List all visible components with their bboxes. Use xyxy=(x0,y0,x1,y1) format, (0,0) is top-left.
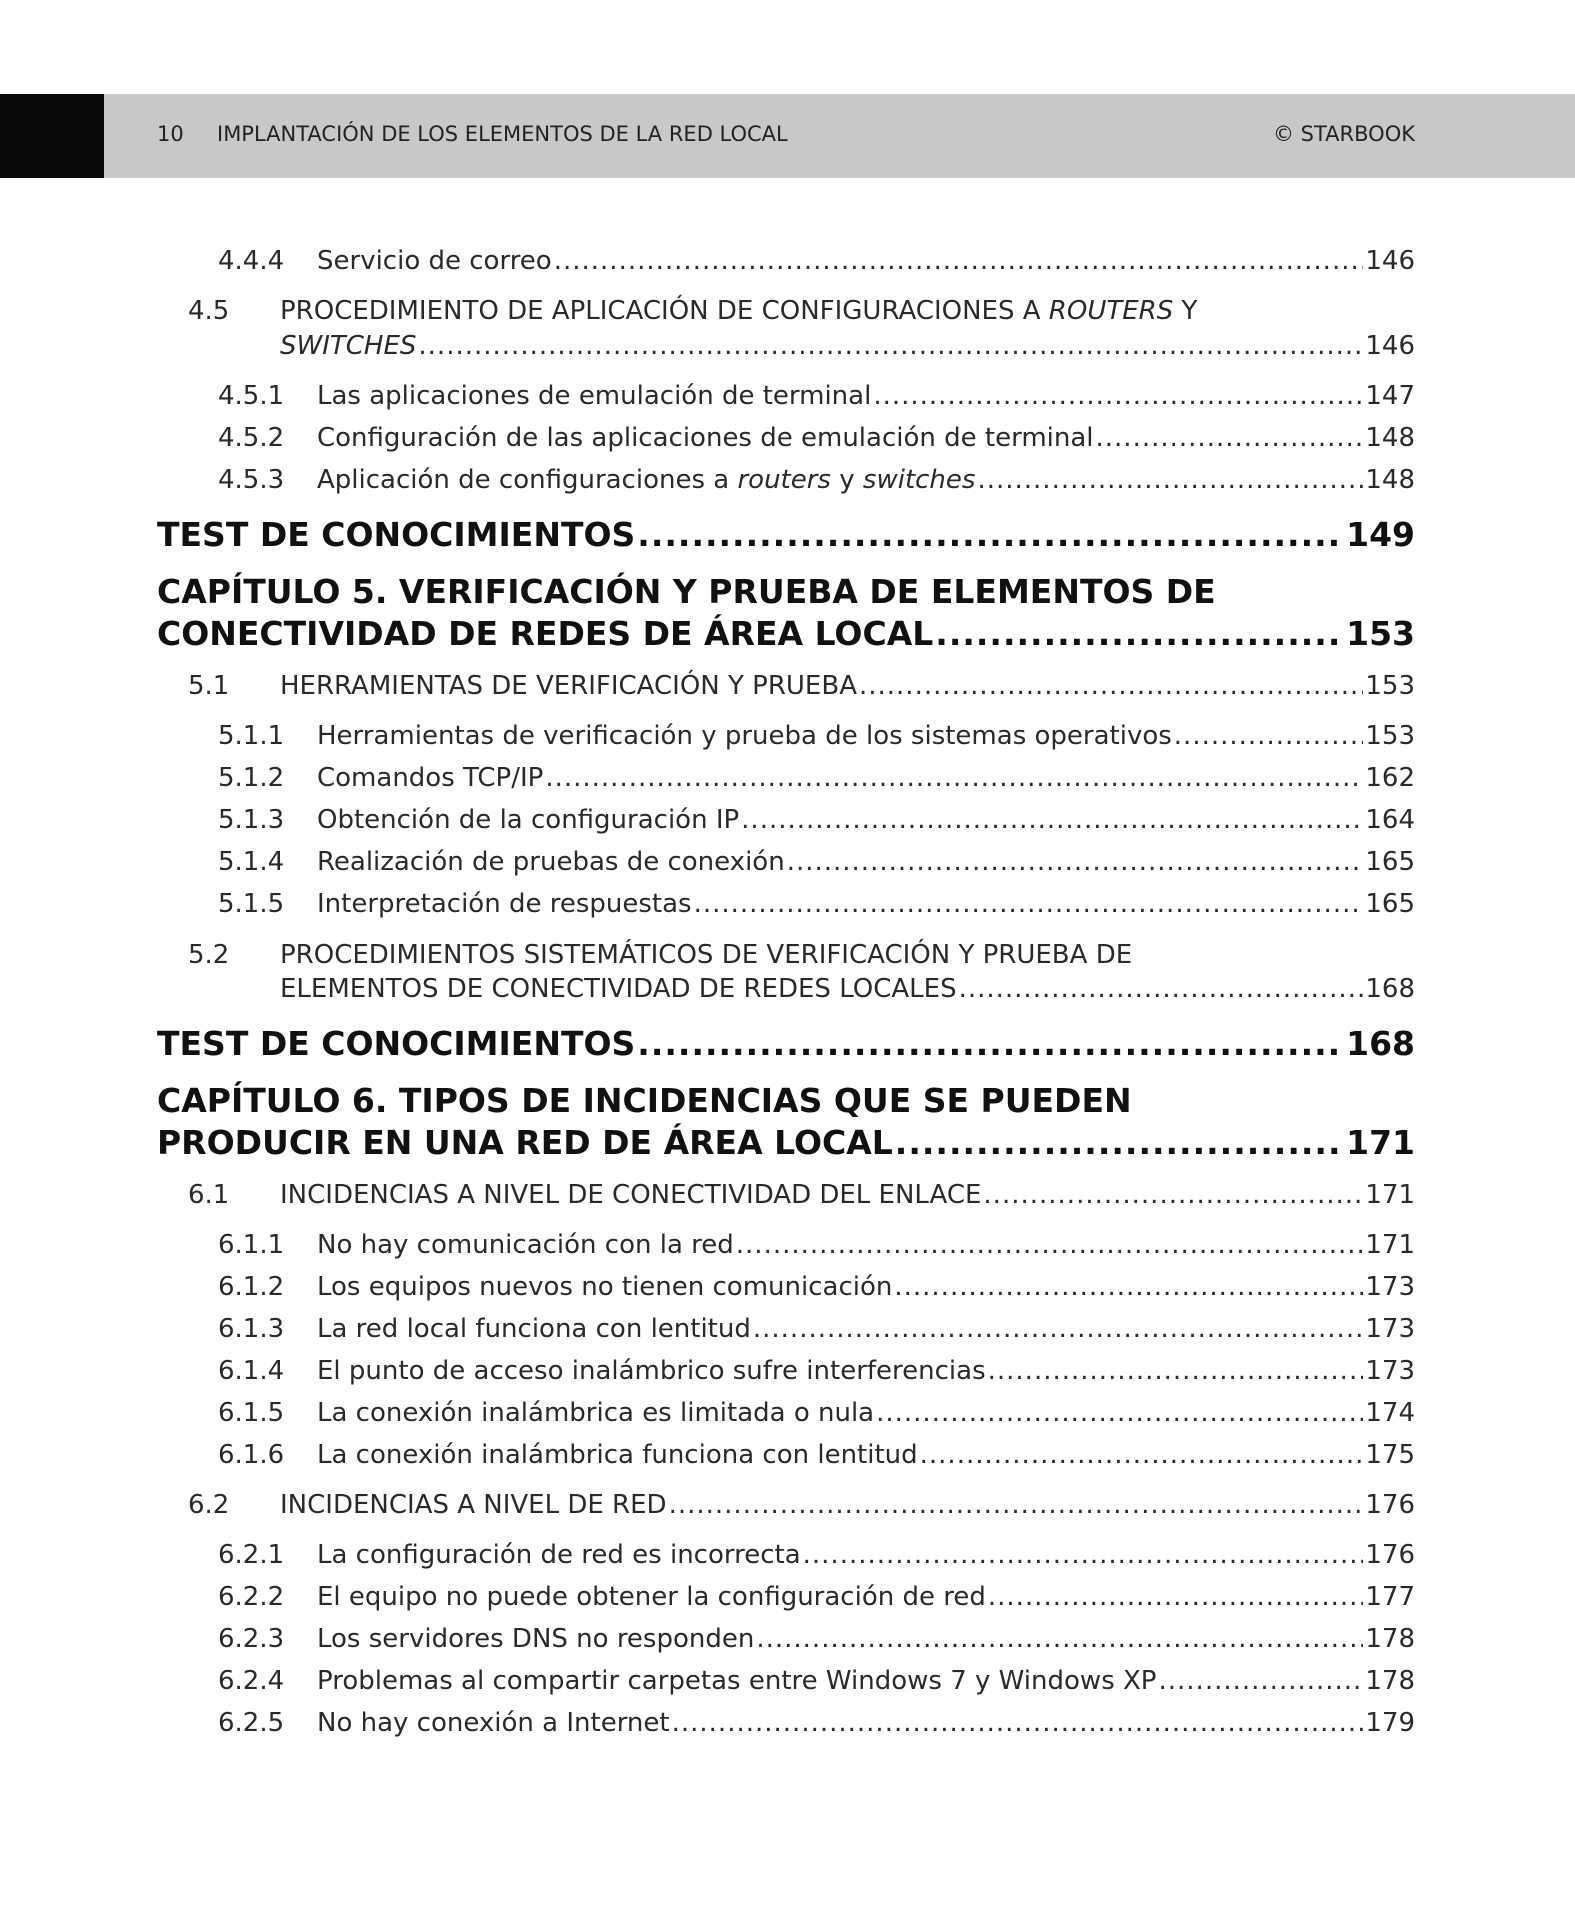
toc-chapter-page: 153 xyxy=(1346,614,1415,653)
toc-entry-page: 176 xyxy=(1365,1540,1415,1570)
dot-leader xyxy=(545,763,1363,793)
toc-entry-number: 4.5.3 xyxy=(218,465,285,495)
toc-entry-number: 6.2.3 xyxy=(218,1624,285,1654)
toc-entry-number: 6.1.2 xyxy=(218,1272,285,1302)
toc-entry-title: HERRAMIENTAS DE VERIFICACIÓN Y PRUEBA xyxy=(280,671,857,701)
toc-entry-number: 5.1.5 xyxy=(218,889,285,919)
toc-entry-page: 153 xyxy=(1365,671,1415,701)
dot-leader xyxy=(637,1024,1344,1063)
toc-entry-number: 5.1.4 xyxy=(218,847,285,877)
toc-entry-page: 168 xyxy=(1365,974,1415,1004)
toc-entry-title: Problemas al compartir carpetas entre Windows 7 y Windows XP xyxy=(317,1666,1157,1696)
dot-leader xyxy=(672,1708,1364,1738)
dot-leader xyxy=(983,1180,1363,1210)
toc-entry-title-line2: ELEMENTOS DE CONECTIVIDAD DE REDES LOCALES xyxy=(280,974,957,1004)
toc-entry-title: Servicio de correo xyxy=(317,246,552,276)
toc-entry-title: Comandos TCP/IP xyxy=(317,763,544,793)
dot-leader xyxy=(859,671,1363,701)
toc-entry-number: 6.2.1 xyxy=(218,1540,285,1570)
toc-chapter-page: 149 xyxy=(1346,515,1415,554)
toc-entry-number: 6.1.5 xyxy=(218,1398,285,1428)
toc-entry-title: Realización de pruebas de conexión xyxy=(317,847,785,877)
toc-entry-number: 6.2 xyxy=(188,1490,230,1520)
dot-leader xyxy=(741,805,1363,835)
toc-entry-number: 4.5.2 xyxy=(218,423,285,453)
toc-entry-number: 6.1.4 xyxy=(218,1356,285,1386)
toc-entry-page: 171 xyxy=(1365,1230,1415,1260)
toc-entry-page: 176 xyxy=(1365,1490,1415,1520)
toc-entry-title: Los servidores DNS no responden xyxy=(317,1624,755,1654)
toc-entry-title: No hay conexión a Internet xyxy=(317,1708,670,1738)
dot-leader xyxy=(988,1356,1364,1386)
dot-leader xyxy=(736,1230,1364,1260)
dot-leader xyxy=(1096,423,1364,453)
toc-chapter-title-line2: CONECTIVIDAD DE REDES DE ÁREA LOCAL xyxy=(157,614,934,653)
dot-leader xyxy=(920,1440,1364,1470)
toc-entry-page: 153 xyxy=(1365,721,1415,751)
toc-entry-title: Los equipos nuevos no tienen comunicación xyxy=(317,1272,893,1302)
toc-entry-page: 148 xyxy=(1365,423,1415,453)
toc-entry-title-line1: PROCEDIMIENTO DE APLICACIÓN DE CONFIGURACIONES A ROUTERS Y xyxy=(280,296,1198,326)
dot-leader xyxy=(1159,1666,1364,1696)
toc-entry-page: 165 xyxy=(1365,889,1415,919)
dot-leader xyxy=(894,1272,1363,1302)
toc-entry-page: 177 xyxy=(1365,1582,1415,1612)
toc-entry-number: 4.4.4 xyxy=(218,246,285,276)
toc-entry-page: 173 xyxy=(1365,1356,1415,1386)
toc-entry-number: 6.1.6 xyxy=(218,1440,285,1470)
toc-entry-page: 178 xyxy=(1365,1666,1415,1696)
toc-entry-title: El equipo no puede obtener la configuración de red xyxy=(317,1582,986,1612)
toc-entry-number: 4.5 xyxy=(188,296,230,326)
toc-chapter-title: TEST DE CONOCIMIENTOS xyxy=(157,1024,636,1063)
toc-entry-title: La conexión inalámbrica funciona con lentitud xyxy=(317,1440,918,1470)
toc-entry-title: Obtención de la configuración IP xyxy=(317,805,740,835)
toc-entry-page: 162 xyxy=(1365,763,1415,793)
toc-entry-number: 5.1.2 xyxy=(218,763,285,793)
header-black-tab xyxy=(0,94,104,178)
toc-entry-page: 146 xyxy=(1365,331,1415,361)
dot-leader xyxy=(787,847,1364,877)
dot-leader xyxy=(803,1540,1364,1570)
toc-entry-title: Herramientas de verificación y prueba de los sistemas operativos xyxy=(317,721,1172,751)
dot-leader xyxy=(756,1624,1363,1654)
dot-leader xyxy=(959,974,1364,1004)
toc-entry-page: 146 xyxy=(1365,246,1415,276)
toc-entry-number: 5.1.1 xyxy=(218,721,285,751)
toc-entry-number: 6.2.4 xyxy=(218,1666,285,1696)
toc-entry-page: 171 xyxy=(1365,1180,1415,1210)
toc-entry-number: 6.2.5 xyxy=(218,1708,285,1738)
dot-leader xyxy=(694,889,1364,919)
toc-entry-number: 6.1.1 xyxy=(218,1230,285,1260)
toc-entry-title: El punto de acceso inalámbrico sufre interferencias xyxy=(317,1356,986,1386)
dot-leader xyxy=(873,381,1363,411)
toc-entry-number: 5.1 xyxy=(188,671,230,701)
dot-leader xyxy=(876,1398,1363,1428)
toc-entry-title: La configuración de red es incorrecta xyxy=(317,1540,801,1570)
toc-entry-page: 164 xyxy=(1365,805,1415,835)
dot-leader xyxy=(753,1314,1363,1344)
dot-leader xyxy=(935,614,1344,653)
dot-leader xyxy=(669,1490,1364,1520)
dot-leader xyxy=(1174,721,1364,751)
toc-entry-page: 165 xyxy=(1365,847,1415,877)
toc-entry-title-line2: SWITCHES xyxy=(280,331,417,361)
toc-entry-number: 6.1 xyxy=(188,1180,230,1210)
header-publisher: © STARBOOK xyxy=(1272,122,1415,146)
toc-entry-number: 4.5.1 xyxy=(218,381,285,411)
toc-chapter-page: 171 xyxy=(1346,1123,1415,1162)
dot-leader xyxy=(554,246,1364,276)
toc-entry-title: Las aplicaciones de emulación de terminal xyxy=(317,381,872,411)
toc-entry-title: No hay comunicación con la red xyxy=(317,1230,734,1260)
toc-entry-title: INCIDENCIAS A NIVEL DE CONECTIVIDAD DEL ENLACE xyxy=(280,1180,982,1210)
toc-entry-number: 6.2.2 xyxy=(218,1582,285,1612)
toc-chapter-title-line2: PRODUCIR EN UNA RED DE ÁREA LOCAL xyxy=(157,1123,893,1162)
toc-entry-title: La conexión inalámbrica es limitada o nula xyxy=(317,1398,875,1428)
dot-leader xyxy=(895,1123,1344,1162)
dot-leader xyxy=(977,465,1363,495)
toc-entry-page: 147 xyxy=(1365,381,1415,411)
toc-entry-page: 148 xyxy=(1365,465,1415,495)
toc-chapter-title-line1: CAPÍTULO 6. TIPOS DE INCIDENCIAS QUE SE PUEDEN xyxy=(157,1081,1132,1120)
toc-entry-title: Configuración de las aplicaciones de emulación de terminal xyxy=(317,423,1094,453)
toc-entry-page: 178 xyxy=(1365,1624,1415,1654)
toc-chapter-page: 168 xyxy=(1346,1024,1415,1063)
header-page-number: 10 xyxy=(157,122,184,146)
toc-entry-title: Interpretación de respuestas xyxy=(317,889,692,919)
toc-entry-page: 173 xyxy=(1365,1272,1415,1302)
dot-leader xyxy=(988,1582,1364,1612)
toc-entry-title-line1: PROCEDIMIENTOS SISTEMÁTICOS DE VERIFICACIÓN Y PRUEBA DE xyxy=(280,940,1133,970)
toc-entry-title: Aplicación de configuraciones a routers y switches xyxy=(317,465,976,495)
header-book-title: IMPLANTACIÓN DE LOS ELEMENTOS DE LA RED LOCAL xyxy=(217,122,788,146)
toc-entry-page: 175 xyxy=(1365,1440,1415,1470)
toc-entry-number: 5.1.3 xyxy=(218,805,285,835)
toc-entry-page: 173 xyxy=(1365,1314,1415,1344)
dot-leader xyxy=(418,331,1363,361)
toc-entry-number: 6.1.3 xyxy=(218,1314,285,1344)
toc-chapter-title-line1: CAPÍTULO 5. VERIFICACIÓN Y PRUEBA DE ELEMENTOS DE xyxy=(157,572,1216,611)
dot-leader xyxy=(637,515,1344,554)
toc-entry-number: 5.2 xyxy=(188,940,230,970)
toc-entry-title: INCIDENCIAS A NIVEL DE RED xyxy=(280,1490,667,1520)
toc-entry-page: 179 xyxy=(1365,1708,1415,1738)
toc-chapter-title: TEST DE CONOCIMIENTOS xyxy=(157,515,636,554)
toc-entry-page: 174 xyxy=(1365,1398,1415,1428)
toc-entry-title: La red local funciona con lentitud xyxy=(317,1314,751,1344)
